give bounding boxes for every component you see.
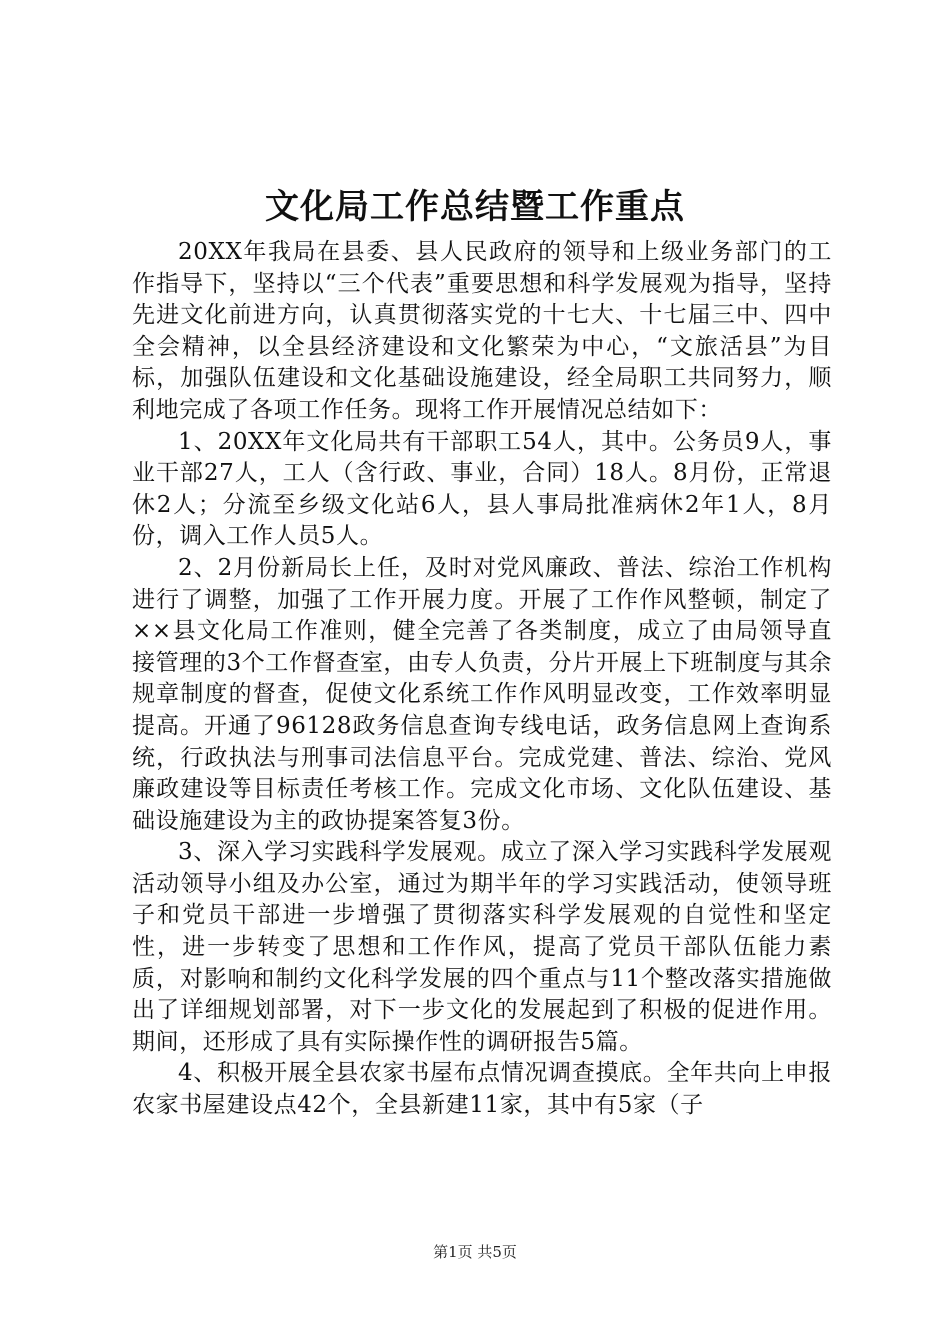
paragraph-item-1: 1、20XX年文化局共有干部职工54人，其中。公务员9人，事业干部27人，工人（含行政、事业，合同）18人。8月份，正常退休2人；分流至乡级文化站6人，县人事局批准病休2年1人，8月份，调入工作人员5人。	[132, 428, 832, 550]
paragraph-item-2: 2、2月份新局长上任，及时对党风廉政、普法、综治工作机构进行了调整，加强了工作开展力度。开展了工作作风整顿，制定了××县文化局工作准则，健全完善了各类制度，成立了由局领导直接管理的3个工作督查室，由专人负责，分片开展上下班制度与其余规章制度的督查，促使文化系统工作作风明显改变，工作效率明显提高。开通了96128政务信息查询专线电话，政务信息网上查询系统，行政执法与刑事司法信息平台。完成党建、普法、综治、党风廉政建设等目标责任考核工作。完成文化市场、文化队伍建设、基础设施建设为主的政协提案答复3份。	[132, 554, 832, 834]
paragraph-item-3: 3、深入学习实践科学发展观。成立了深入学习实践科学发展观活动领导小组及办公室，通过为期半年的学习实践活动，使领导班子和党员干部进一步增强了贯彻落实科学发展观的自觉性和坚定性，进一步转变了思想和工作作风，提高了党员干部队伍能力素质，对影响和制约文化科学发展的四个重点与11个整改落实措施做出了详细规划部署，对下一步文化的发展起到了积极的促进作用。期间，还形成了具有实际操作性的调研报告5篇。	[132, 839, 832, 1055]
page-footer: 第1页 共5页	[433, 1243, 517, 1261]
paragraph-item-4: 4、积极开展全县农家书屋布点情况调查摸底。全年共向上申报农家书屋建设点42个，全县新建11家，其中有5家（子	[132, 1060, 832, 1119]
document-title: 文化局工作总结暨工作重点	[265, 187, 685, 227]
document-body	[132, 237, 832, 1122]
paragraph-intro: 20XX年我局在县委、县人民政府的领导和上级业务部门的工作指导下，坚持以“三个代表”重要思想和科学发展观为指导，坚持先进文化前进方向，认真贯彻落实党的十七大、十七届三中、四中全会精神，以全县经济建设和文化繁荣为中心，“文旅活县”为目标，加强队伍建设和文化基础设施建设，经全局职工共同努力，顺利地完成了各项工作任务。现将工作开展情况总结如下：	[132, 239, 832, 423]
